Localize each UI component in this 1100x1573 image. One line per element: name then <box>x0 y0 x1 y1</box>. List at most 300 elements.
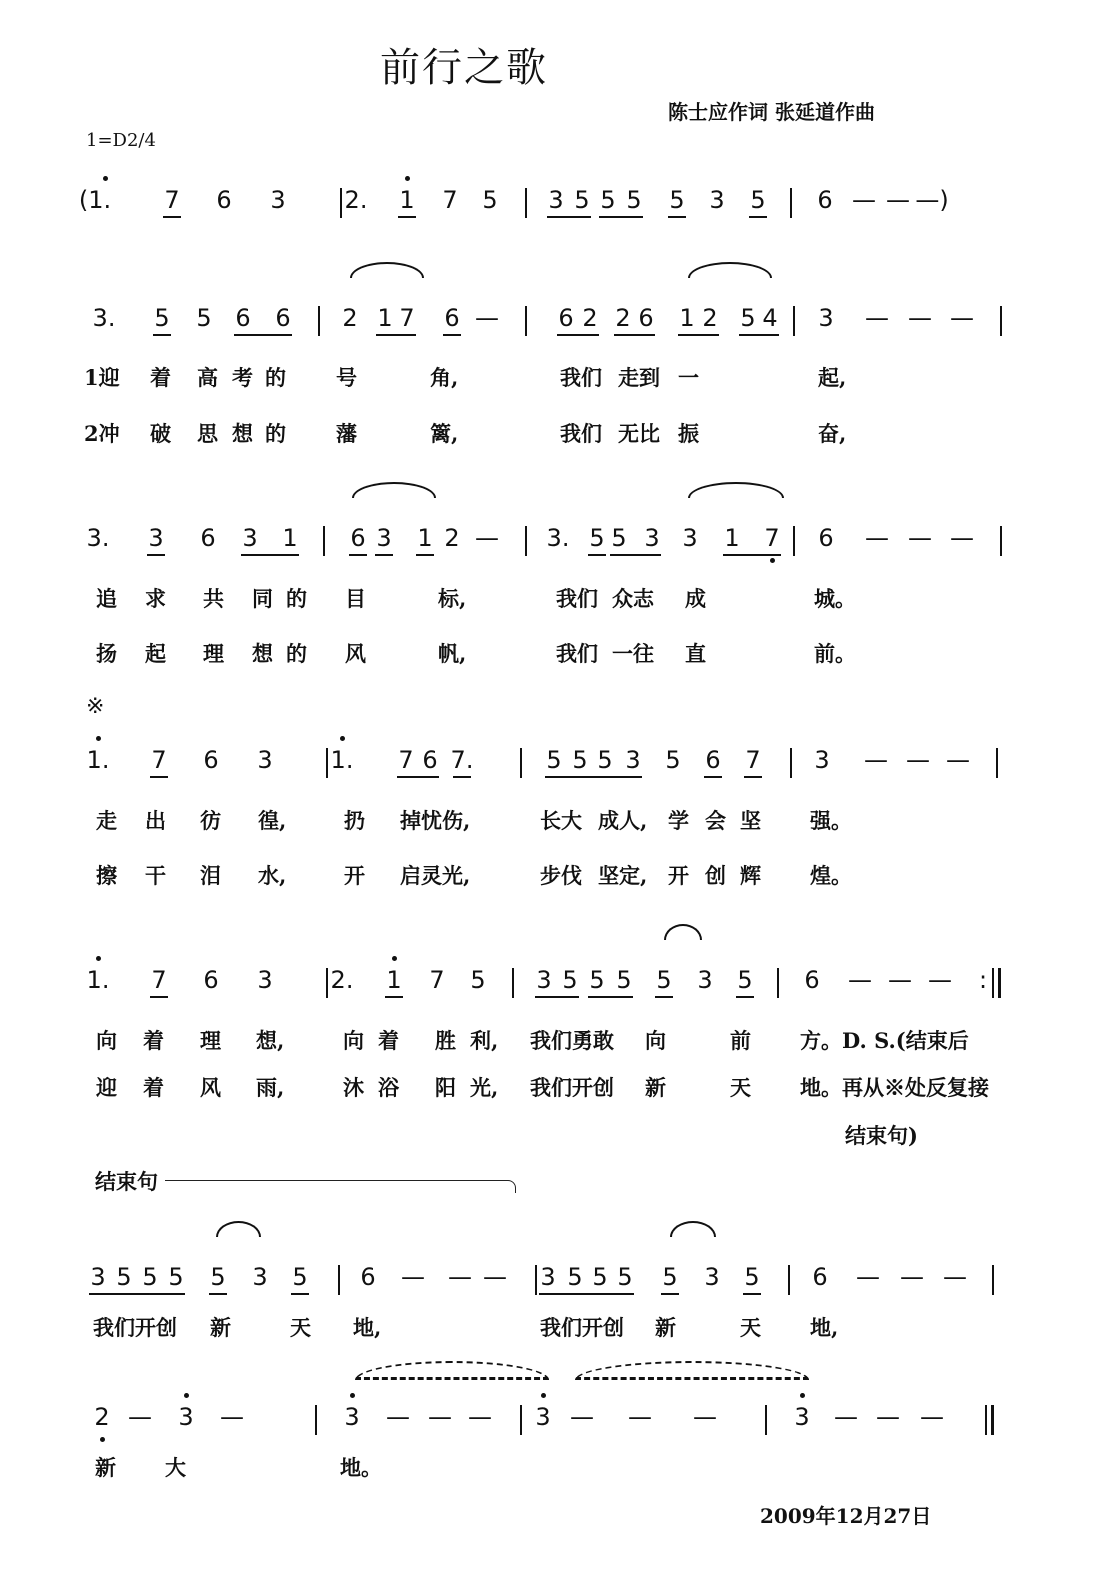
note: — <box>886 186 910 214</box>
lyric-word: 理 <box>203 641 224 666</box>
note: 6 <box>275 304 291 332</box>
note: 3 <box>704 1263 720 1291</box>
lyric-word: 的 <box>265 365 286 390</box>
note: 5 <box>562 966 578 994</box>
barline <box>525 526 527 556</box>
beam-underline <box>398 216 416 218</box>
note: — <box>483 1263 507 1291</box>
note: 5 <box>744 1263 760 1291</box>
lyric-word: 1迎 <box>84 365 120 390</box>
note: 6 <box>638 304 654 332</box>
note: — <box>448 1263 472 1291</box>
page-title: 前行之歌 <box>380 45 548 91</box>
note: 6 <box>203 966 219 994</box>
note: 2 <box>582 304 598 332</box>
lyric-word: 想, <box>256 1028 285 1053</box>
lyric-word: 坚定, <box>598 863 648 888</box>
note: 3 <box>376 524 392 552</box>
lyric-word: 胜 <box>435 1028 456 1053</box>
note: — <box>900 1263 924 1291</box>
note: 7 <box>399 304 415 332</box>
note: 5 <box>600 186 616 214</box>
lyric-word: 篱, <box>430 421 459 446</box>
note: 5 <box>567 1263 583 1291</box>
barline <box>315 1405 317 1435</box>
note: 1 <box>679 304 695 332</box>
beam-underline <box>535 996 579 998</box>
lyric-word: 同 <box>252 586 273 611</box>
lyric-word: 扔 <box>344 808 365 833</box>
octave-dot <box>96 956 101 961</box>
lyric-word: 共 <box>203 586 224 611</box>
note: 3 <box>709 186 725 214</box>
beam-underline <box>150 996 168 998</box>
lyric-word: 前 <box>730 1028 751 1053</box>
note: — <box>906 746 930 774</box>
note: — <box>848 966 872 994</box>
lyric-word: 擦 <box>96 863 117 888</box>
lyric-word: 天 <box>290 1315 311 1340</box>
lyric-word: 我们开创 <box>540 1315 624 1340</box>
barline <box>996 748 998 778</box>
beam-underline <box>234 334 292 336</box>
note: 5 <box>572 746 588 774</box>
note: 6 <box>360 1263 376 1291</box>
note: 6 <box>444 304 460 332</box>
lyric-word: 我们 <box>556 641 598 666</box>
note: — <box>876 1403 900 1431</box>
lyric-word: 长大 <box>540 808 582 833</box>
note: 2 <box>342 304 358 332</box>
lyric-word: 方。D. S.(结束后 <box>800 1028 969 1053</box>
note: 7 <box>151 746 167 774</box>
note: 3 <box>682 524 698 552</box>
note: 2 <box>444 524 460 552</box>
lyric-word: 的 <box>265 421 286 446</box>
lyric-word: 我们开创 <box>93 1315 177 1340</box>
note: 7 <box>442 186 458 214</box>
credits: 陈士应作词 张延道作曲 <box>668 100 875 124</box>
beam-underline <box>704 776 722 778</box>
lyric-word: 众志 <box>612 586 654 611</box>
lyric-word: 新 <box>95 1455 116 1480</box>
beam-underline <box>588 554 606 556</box>
octave-dot <box>800 1393 805 1398</box>
beam-underline <box>416 554 434 556</box>
slur <box>216 1221 261 1237</box>
note: — <box>865 304 889 332</box>
slur <box>355 1361 549 1380</box>
note: 3. <box>86 524 110 552</box>
note: 6 <box>216 186 232 214</box>
date: 2009年12月27日 <box>760 1504 932 1528</box>
lyric-word: 天 <box>740 1315 761 1340</box>
segno-sign: ※ <box>86 694 105 719</box>
lyric-word: 雨, <box>256 1075 285 1100</box>
note: —) <box>915 186 949 214</box>
note: 5 <box>597 746 613 774</box>
note: 5 <box>669 186 685 214</box>
beam-underline <box>678 334 719 336</box>
lyric-word: 2冲 <box>84 421 120 446</box>
note: 5 <box>470 966 486 994</box>
note: 6 <box>422 746 438 774</box>
note: 2 <box>615 304 631 332</box>
ending-hook <box>505 1180 516 1193</box>
beam-underline <box>739 334 779 336</box>
beam-underline <box>661 1293 679 1295</box>
lyric-word: 城。 <box>814 586 856 611</box>
beam-underline <box>209 1293 227 1295</box>
lyric-word: 追 <box>96 586 117 611</box>
note: — <box>834 1403 858 1431</box>
octave-dot <box>541 1393 546 1398</box>
lyric-word: 向 <box>645 1028 666 1053</box>
lyric-word: 创 <box>705 863 726 888</box>
lyric-word: 求 <box>145 586 166 611</box>
final-barline <box>991 1405 994 1435</box>
barline <box>520 748 522 778</box>
octave-dot <box>405 176 410 181</box>
lyric-word: 帆, <box>438 641 467 666</box>
lyric-word: 风 <box>200 1075 221 1100</box>
note: 5 <box>482 186 498 214</box>
barline <box>985 1405 987 1435</box>
beam-underline <box>743 1293 761 1295</box>
lyric-word: 彷 <box>200 808 221 833</box>
lyric-word: 我们 <box>560 421 602 446</box>
lyric-word: 高 <box>197 365 218 390</box>
beam-underline <box>588 996 633 998</box>
note: 3 <box>697 966 713 994</box>
lyric-word: 地。再从※处反复接 <box>800 1075 989 1100</box>
note: 3 <box>540 1263 556 1291</box>
lyric-word: 地, <box>810 1315 839 1340</box>
lyric-word: 走 <box>96 808 117 833</box>
note: — <box>950 304 974 332</box>
lyric-word: 迎 <box>96 1075 117 1100</box>
beam-underline <box>723 554 781 556</box>
beam-underline <box>153 334 171 336</box>
lyric-word: 坚 <box>740 808 761 833</box>
barline <box>1000 306 1002 336</box>
note: 4 <box>762 304 778 332</box>
lyric-word: 考 <box>232 365 253 390</box>
lyric-word: 我们开创 <box>530 1075 614 1100</box>
beam-underline <box>744 776 762 778</box>
note: 5 <box>589 966 605 994</box>
barline <box>318 306 320 336</box>
octave-dot <box>392 956 397 961</box>
note: 1 <box>386 966 402 994</box>
lyric-word: 振 <box>678 421 699 446</box>
note: 5 <box>196 304 212 332</box>
beam-underline <box>599 216 643 218</box>
beam-underline <box>397 776 439 778</box>
lyric-word: 想 <box>232 421 253 446</box>
beam-underline <box>610 554 661 556</box>
note: 5 <box>740 304 756 332</box>
note: 2 <box>94 1403 110 1431</box>
note: 3 <box>90 1263 106 1291</box>
note: — <box>864 746 888 774</box>
note: 7 <box>745 746 761 774</box>
note: 3 <box>536 966 552 994</box>
lyric-word: 起 <box>145 641 166 666</box>
lyric-word: 着 <box>143 1075 164 1100</box>
note: 5 <box>546 746 562 774</box>
note: — <box>856 1263 880 1291</box>
beam-underline <box>150 776 168 778</box>
slur <box>664 924 702 940</box>
lyric-word: 无比 <box>618 421 660 446</box>
beam-underline <box>89 1293 185 1295</box>
barline <box>323 526 325 556</box>
lyric-word: 启灵光, <box>400 863 471 888</box>
octave-dot-low <box>770 558 775 563</box>
note: 7 <box>429 966 445 994</box>
note: 2 <box>702 304 718 332</box>
lyric-word: 浴 <box>378 1075 399 1100</box>
beam-underline <box>668 216 686 218</box>
note: 6 <box>817 186 833 214</box>
beam-underline <box>545 776 642 778</box>
note: 5 <box>589 524 605 552</box>
note: 7. <box>450 746 474 774</box>
note: 6 <box>812 1263 828 1291</box>
lyric-word: 徨, <box>258 808 287 833</box>
note: 3 <box>270 186 286 214</box>
note: 3 <box>644 524 660 552</box>
repeat-colon: : <box>978 966 988 994</box>
note: 1 <box>377 304 393 332</box>
beam-underline <box>736 996 754 998</box>
note: — <box>920 1403 944 1431</box>
note: 3 <box>242 524 258 552</box>
barline <box>992 968 994 998</box>
lyric-word: 思 <box>197 421 218 446</box>
note: 3 <box>814 746 830 774</box>
lyric-word: 走到 <box>618 365 660 390</box>
ending-label: 结束句 <box>95 1169 158 1194</box>
lyric-word: 的 <box>286 586 307 611</box>
lyric-word: 我们 <box>556 586 598 611</box>
note: 1. <box>86 746 110 774</box>
note: 6 <box>558 304 574 332</box>
note: 5 <box>750 186 766 214</box>
barline <box>512 968 514 998</box>
note: — <box>570 1403 594 1431</box>
beam-underline <box>539 1293 634 1295</box>
note: 3 <box>257 746 273 774</box>
note: 3 <box>794 1403 810 1431</box>
note: 5 <box>154 304 170 332</box>
note: — <box>220 1403 244 1431</box>
lyric-word: 着 <box>378 1028 399 1053</box>
note: — <box>852 186 876 214</box>
ending-line <box>165 1180 505 1181</box>
lyric-word: 辉 <box>740 863 761 888</box>
note: — <box>386 1403 410 1431</box>
lyric-word: 强。 <box>810 808 852 833</box>
note: 5 <box>116 1263 132 1291</box>
note: 3 <box>818 304 834 332</box>
lyric-word: 利, <box>470 1028 499 1053</box>
note: — <box>401 1263 425 1291</box>
slur <box>670 1221 716 1237</box>
note: 6 <box>350 524 366 552</box>
lyric-word: 着 <box>143 1028 164 1053</box>
lyric-word: 新 <box>655 1315 676 1340</box>
note: — <box>428 1403 452 1431</box>
slur <box>350 262 424 278</box>
note: (1. <box>78 186 112 214</box>
note: 5 <box>665 746 681 774</box>
lyric-word: 一 <box>678 365 699 390</box>
lyric-word: 天 <box>730 1075 751 1100</box>
barline <box>525 188 527 218</box>
note: — <box>943 1263 967 1291</box>
barline <box>790 188 792 218</box>
lyric-word: 地, <box>353 1315 382 1340</box>
note: 3. <box>546 524 570 552</box>
note: 3 <box>148 524 164 552</box>
slur <box>688 262 772 278</box>
note: 5 <box>292 1263 308 1291</box>
note: 6 <box>200 524 216 552</box>
beam-underline <box>241 554 299 556</box>
barline <box>788 1265 790 1295</box>
note: 3. <box>92 304 116 332</box>
note: 1 <box>724 524 740 552</box>
beam-underline <box>291 1293 309 1295</box>
barline <box>520 1405 522 1435</box>
lyric-word: 起, <box>818 365 847 390</box>
lyric-word: 成人, <box>598 808 648 833</box>
barline <box>992 1265 994 1295</box>
beam-underline <box>376 334 416 336</box>
note: 5 <box>737 966 753 994</box>
note: 6 <box>804 966 820 994</box>
beam-underline <box>749 216 767 218</box>
barline <box>793 306 795 336</box>
note: 3 <box>548 186 564 214</box>
slur <box>352 482 436 498</box>
lyric-word: 泪 <box>200 863 221 888</box>
octave-dot <box>350 1393 355 1398</box>
beam-underline <box>655 996 673 998</box>
octave-dot <box>340 736 345 741</box>
note: 1. <box>86 966 110 994</box>
note: 5 <box>626 186 642 214</box>
lyric-word: 掉忧伤, <box>400 808 471 833</box>
octave-dot-low <box>100 1437 105 1442</box>
lyric-word: 目 <box>345 586 366 611</box>
lyric-word: 水, <box>258 863 287 888</box>
note: 5 <box>210 1263 226 1291</box>
lyric-word: 会 <box>705 808 726 833</box>
note: 3 <box>178 1403 194 1431</box>
note: 5 <box>616 966 632 994</box>
lyric-word: 新 <box>210 1315 231 1340</box>
final-barline <box>998 968 1001 998</box>
lyric-word: 我们 <box>560 365 602 390</box>
note: — <box>693 1403 717 1431</box>
beam-underline <box>385 996 403 998</box>
barline <box>777 968 779 998</box>
note: 1 <box>399 186 415 214</box>
note: — <box>888 966 912 994</box>
note: — <box>908 304 932 332</box>
note: — <box>475 524 499 552</box>
note: 6 <box>203 746 219 774</box>
note: 5 <box>574 186 590 214</box>
lyric-word: 的 <box>286 641 307 666</box>
lyric-word: 直 <box>685 641 706 666</box>
octave-dot <box>96 736 101 741</box>
lyric-word: 破 <box>150 421 171 446</box>
note: 7 <box>151 966 167 994</box>
lyric-word: 新 <box>645 1075 666 1100</box>
lyric-word: 风 <box>345 641 366 666</box>
lyric-word: 光, <box>470 1075 499 1100</box>
lyric-word: 着 <box>150 365 171 390</box>
beam-underline <box>614 334 655 336</box>
lyric-word: 学 <box>668 808 689 833</box>
note: 7 <box>764 524 780 552</box>
note: — <box>628 1403 652 1431</box>
note: 1 <box>282 524 298 552</box>
barline <box>1000 526 1002 556</box>
lyric-word: 扬 <box>96 641 117 666</box>
lyric-word: 沐 <box>343 1075 364 1100</box>
lyric-word: 前。 <box>814 641 856 666</box>
note: 2. <box>344 186 368 214</box>
lyric-word: 号 <box>336 365 357 390</box>
lyric-word: 开 <box>344 863 365 888</box>
barline <box>525 306 527 336</box>
lyric-word: 藩 <box>336 421 357 446</box>
note: — <box>475 304 499 332</box>
lyric-word: 大 <box>165 1455 186 1480</box>
note: — <box>908 524 932 552</box>
note: 6 <box>818 524 834 552</box>
note: 6 <box>705 746 721 774</box>
slur <box>688 482 784 498</box>
barline <box>793 526 795 556</box>
lyric-word: 步伐 <box>540 863 582 888</box>
lyric-word: 奋, <box>818 421 847 446</box>
note: — <box>928 966 952 994</box>
note: 5 <box>611 524 627 552</box>
note: 5 <box>656 966 672 994</box>
beam-underline <box>163 216 181 218</box>
lyric-word: 我们勇敢 <box>530 1028 614 1053</box>
note: 3 <box>535 1403 551 1431</box>
note: — <box>950 524 974 552</box>
barline <box>765 1405 767 1435</box>
beam-underline <box>557 334 599 336</box>
note: 5 <box>142 1263 158 1291</box>
note: 1 <box>417 524 433 552</box>
note: 7 <box>164 186 180 214</box>
note: — <box>946 746 970 774</box>
beam-underline <box>147 554 165 556</box>
lyric-word: 出 <box>145 808 166 833</box>
lyric-word: 干 <box>145 863 166 888</box>
octave-dot <box>103 176 108 181</box>
note: 5 <box>617 1263 633 1291</box>
